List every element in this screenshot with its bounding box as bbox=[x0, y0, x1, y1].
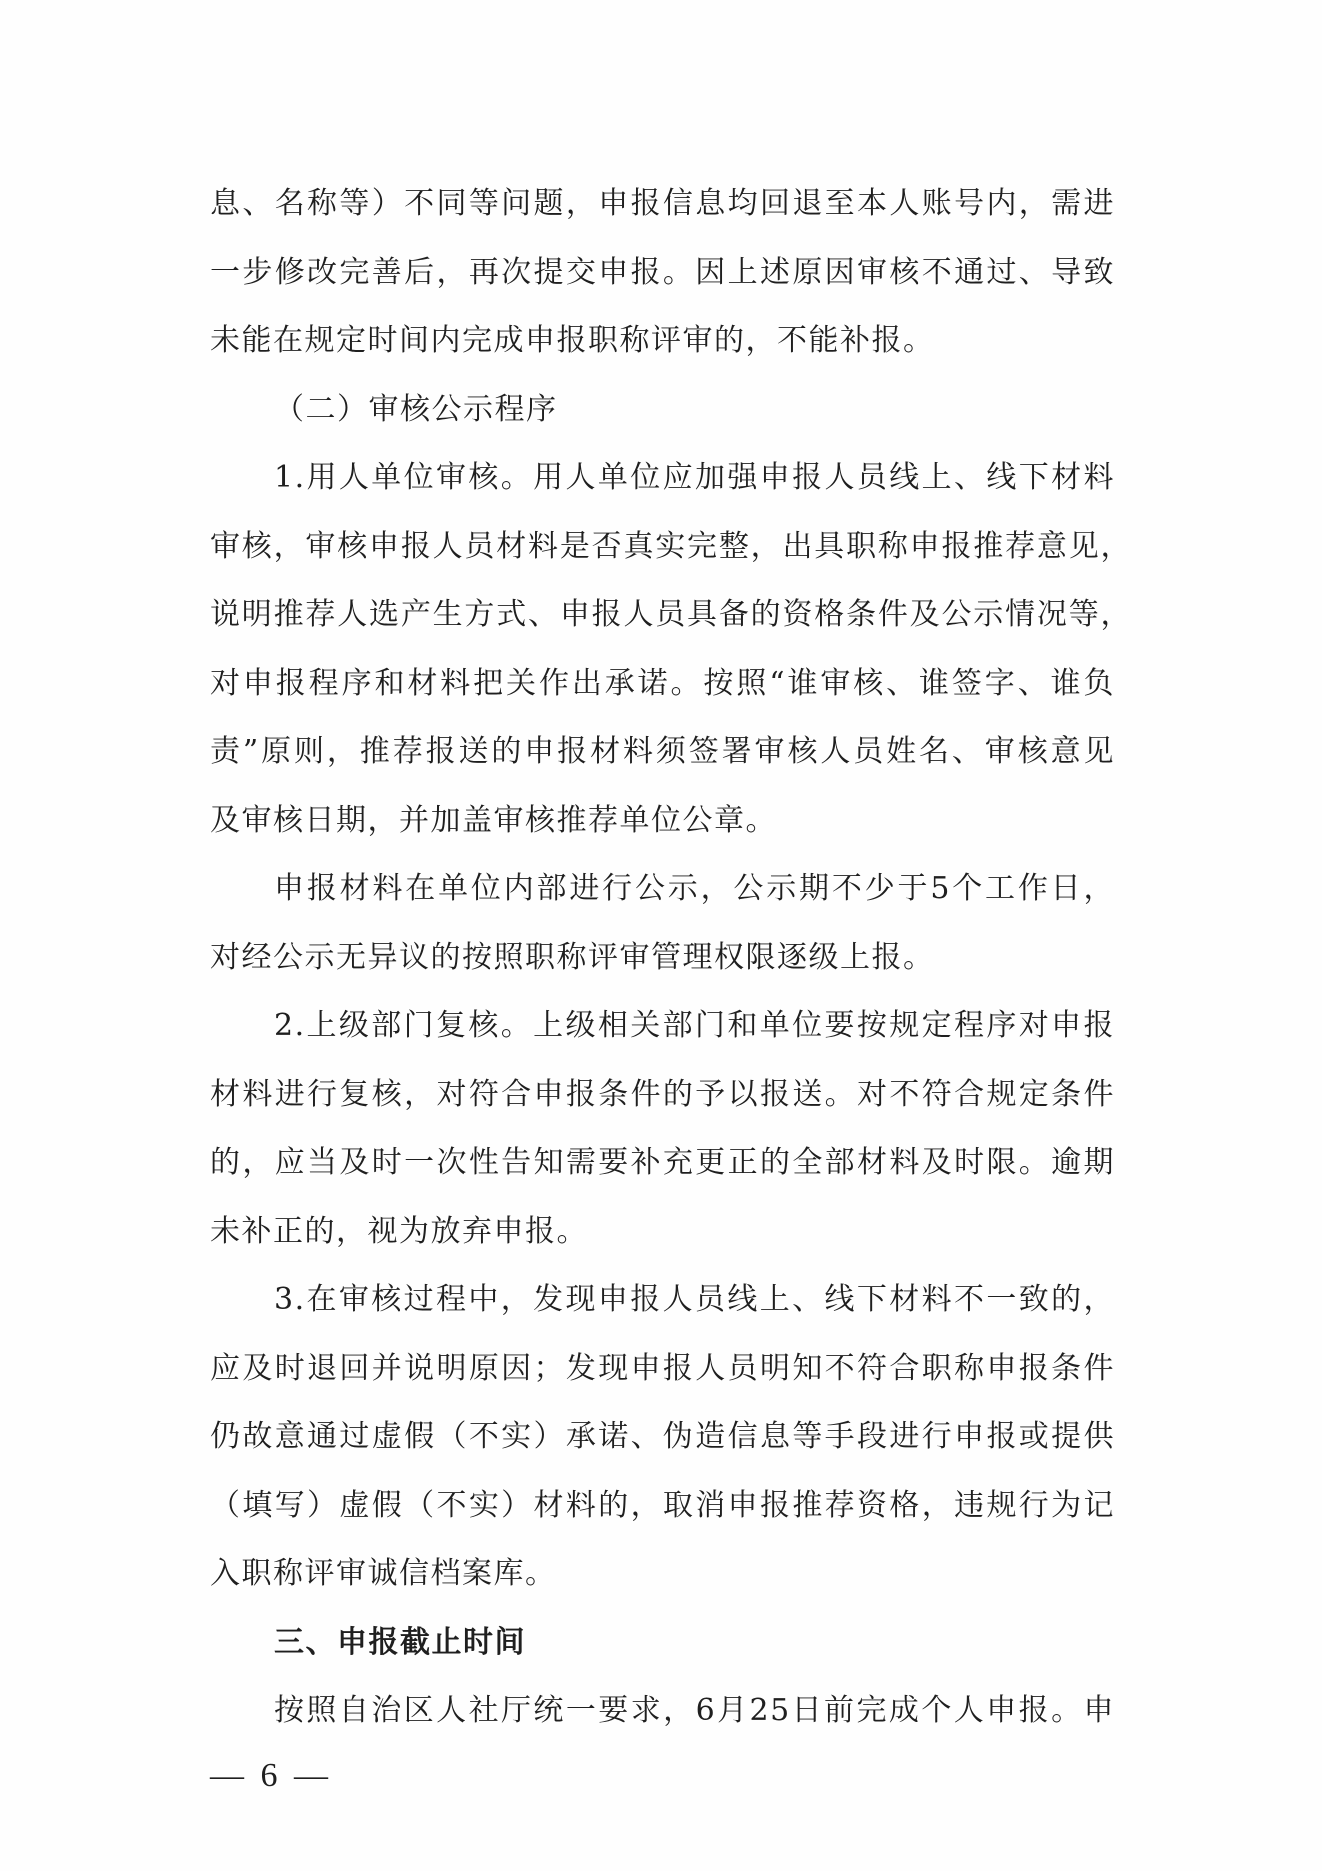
text-line: 审核，审核申报人员材料是否真实完整，出具职称申报推荐意见， bbox=[210, 528, 1132, 564]
subsection-heading bbox=[210, 376, 1135, 445]
text-line: 3.在审核过程中，发现申报人员线上、线下材料不一致的， bbox=[274, 1282, 1115, 1317]
paragraph bbox=[210, 170, 1135, 376]
text-line: 申报材料在单位内部进行公示，公示期不少于5个工作日， bbox=[274, 871, 1115, 906]
text-line: 未能在规定时间内完成申报职称评审的，不能补报。 bbox=[210, 323, 935, 358]
text-line: 息、名称等）不同等问题，申报信息均回退至本人账号内，需进 bbox=[210, 186, 1115, 221]
text-line: 责”原则，推荐报送的申报材料须签署审核人员姓名、审核意见 bbox=[210, 734, 1115, 769]
text-line: 材料进行复核，对符合申报条件的予以报送。对不符合规定条件 bbox=[210, 1076, 1115, 1112]
text-line: 及审核日期，并加盖审核推荐单位公章。 bbox=[210, 802, 777, 838]
text-line: 说明推荐人选产生方式、申报人员具备的资格条件及公示情况等， bbox=[210, 597, 1132, 632]
text-line: 按照自治区人社厅统一要求，6月25日前完成个人申报。申 bbox=[274, 1693, 1115, 1728]
page-number: — 6 — bbox=[210, 1757, 332, 1794]
text-line: 仍故意通过虚假（不实）承诺、伪造信息等手段进行申报或提供 bbox=[210, 1419, 1115, 1454]
text-line: 2.上级部门复核。上级相关部门和单位要按规定程序对申报 bbox=[274, 1008, 1115, 1043]
paragraph bbox=[210, 1677, 1135, 1746]
text-line: 入职称评审诚信档案库。 bbox=[210, 1556, 557, 1591]
paragraph bbox=[210, 444, 1135, 855]
text-line: 未补正的，视为放弃申报。 bbox=[210, 1213, 588, 1249]
text-line: 对经公示无异议的按照职称评审管理权限逐级上报。 bbox=[210, 939, 935, 975]
section-heading bbox=[210, 1609, 1135, 1678]
text-line: 一步修改完善后，再次提交申报。因上述原因审核不通过、导致 bbox=[210, 254, 1115, 290]
text-line: 的，应当及时一次性告知需要补充更正的全部材料及时限。逾期 bbox=[210, 1145, 1115, 1180]
paragraph bbox=[210, 992, 1135, 1266]
document-body bbox=[210, 170, 1135, 1746]
text-line: （填写）虚假（不实）材料的，取消申报推荐资格，违规行为记 bbox=[210, 1487, 1115, 1523]
section-heading-text: 三、申报截止时间 bbox=[274, 1624, 526, 1660]
text-line: 1.用人单位审核。用人单位应加强申报人员线上、线下材料 bbox=[274, 460, 1115, 495]
subsection-heading-text: （二）审核公示程序 bbox=[274, 391, 558, 427]
paragraph bbox=[210, 1266, 1135, 1609]
text-line: 应及时退回并说明原因；发现申报人员明知不符合职称申报条件 bbox=[210, 1350, 1115, 1386]
text-line: 对申报程序和材料把关作出承诺。按照“谁审核、谁签字、谁负 bbox=[210, 665, 1115, 701]
paragraph bbox=[210, 855, 1135, 992]
